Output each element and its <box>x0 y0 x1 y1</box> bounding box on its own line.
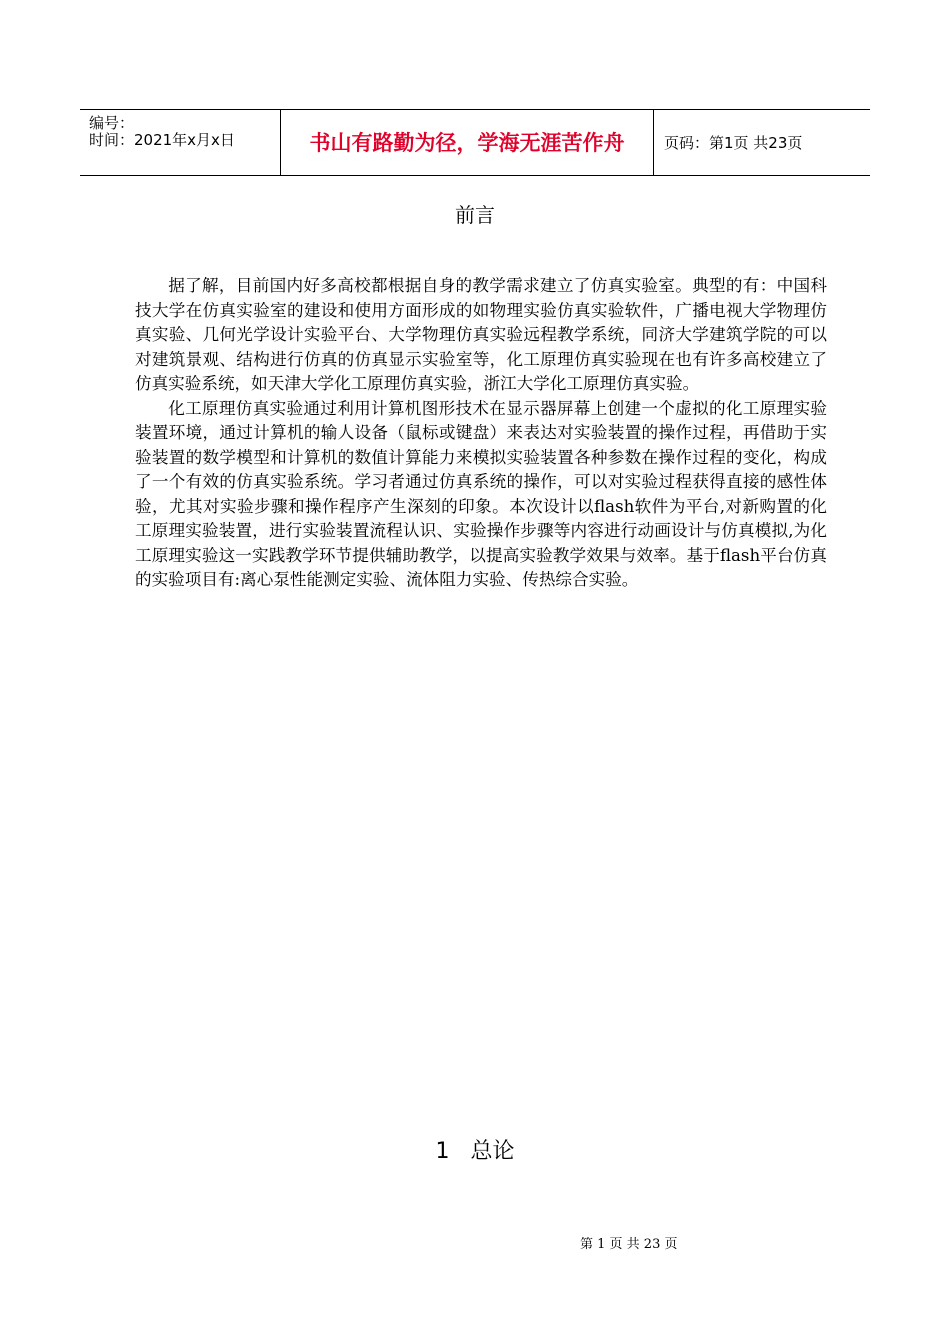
section-body <box>135 274 827 593</box>
section-title: 前言 <box>455 203 495 227</box>
header-meta-cell <box>80 110 281 175</box>
document-header <box>80 109 870 176</box>
paragraph: 据了解，目前国内好多高校都根据自身的教学需求建立了仿真实验室。典型的有：中国科技大学在仿真实验室的建设和使用方面形成的如物理实验仿真实验软件，广播电视大学物理仿真实验、几何光学设计实验平台、大学物理仿真实验远程教学系统，同济大学建筑学院的可以对建筑景观、结构进行仿真的仿真显示实验室等，化工原理仿真实验现在也有许多高校建立了仿真实验系统，如天津大学化工原理仿真实验，浙江大学化工原理仿真实验。 <box>135 276 827 393</box>
header-motto: 书山有路勤为径，学海无涯苦作舟 <box>309 131 625 155</box>
document-number-label: 编号： <box>89 114 135 132</box>
chapter-heading: 1 总论 <box>435 1139 515 1164</box>
header-page-cell <box>654 110 870 175</box>
document-date-label: 时间：2021年x月x日 <box>89 131 235 149</box>
page-footer: 第 1 页 共 23 页 <box>580 1237 678 1252</box>
paragraph: 化工原理仿真实验通过利用计算机图形技术在显示器屏幕上创建一个虚拟的化工原理实验装置环境，通过计算机的输人设备（鼠标或键盘）来表达对实验装置的操作过程，再借助于实验装置的数学模型和计算机的数值计算能力来模拟实验装置各种参数在操作过程的变化，构成了一个有效的仿真实验系统。学习者通过仿真系统的操作，可以对实验过程获得直接的感性体验，尤其对实验步骤和操作程序产生深刻的印象。本次设计以flash软件为平台,对新购置的化工原理实验装置，进行实验装置流程认识、实验操作步骤等内容进行动画设计与仿真模拟,为化工原理实验这一实践教学环节提供辅助教学，以提高实验教学效果与效率。基于flash平台仿真的实验项目有:离心泵性能测定实验、流体阻力实验、传热综合实验。 <box>135 398 827 589</box>
header-page-code: 页码：第1页 共23页 <box>664 134 803 152</box>
header-motto-cell <box>281 110 654 175</box>
